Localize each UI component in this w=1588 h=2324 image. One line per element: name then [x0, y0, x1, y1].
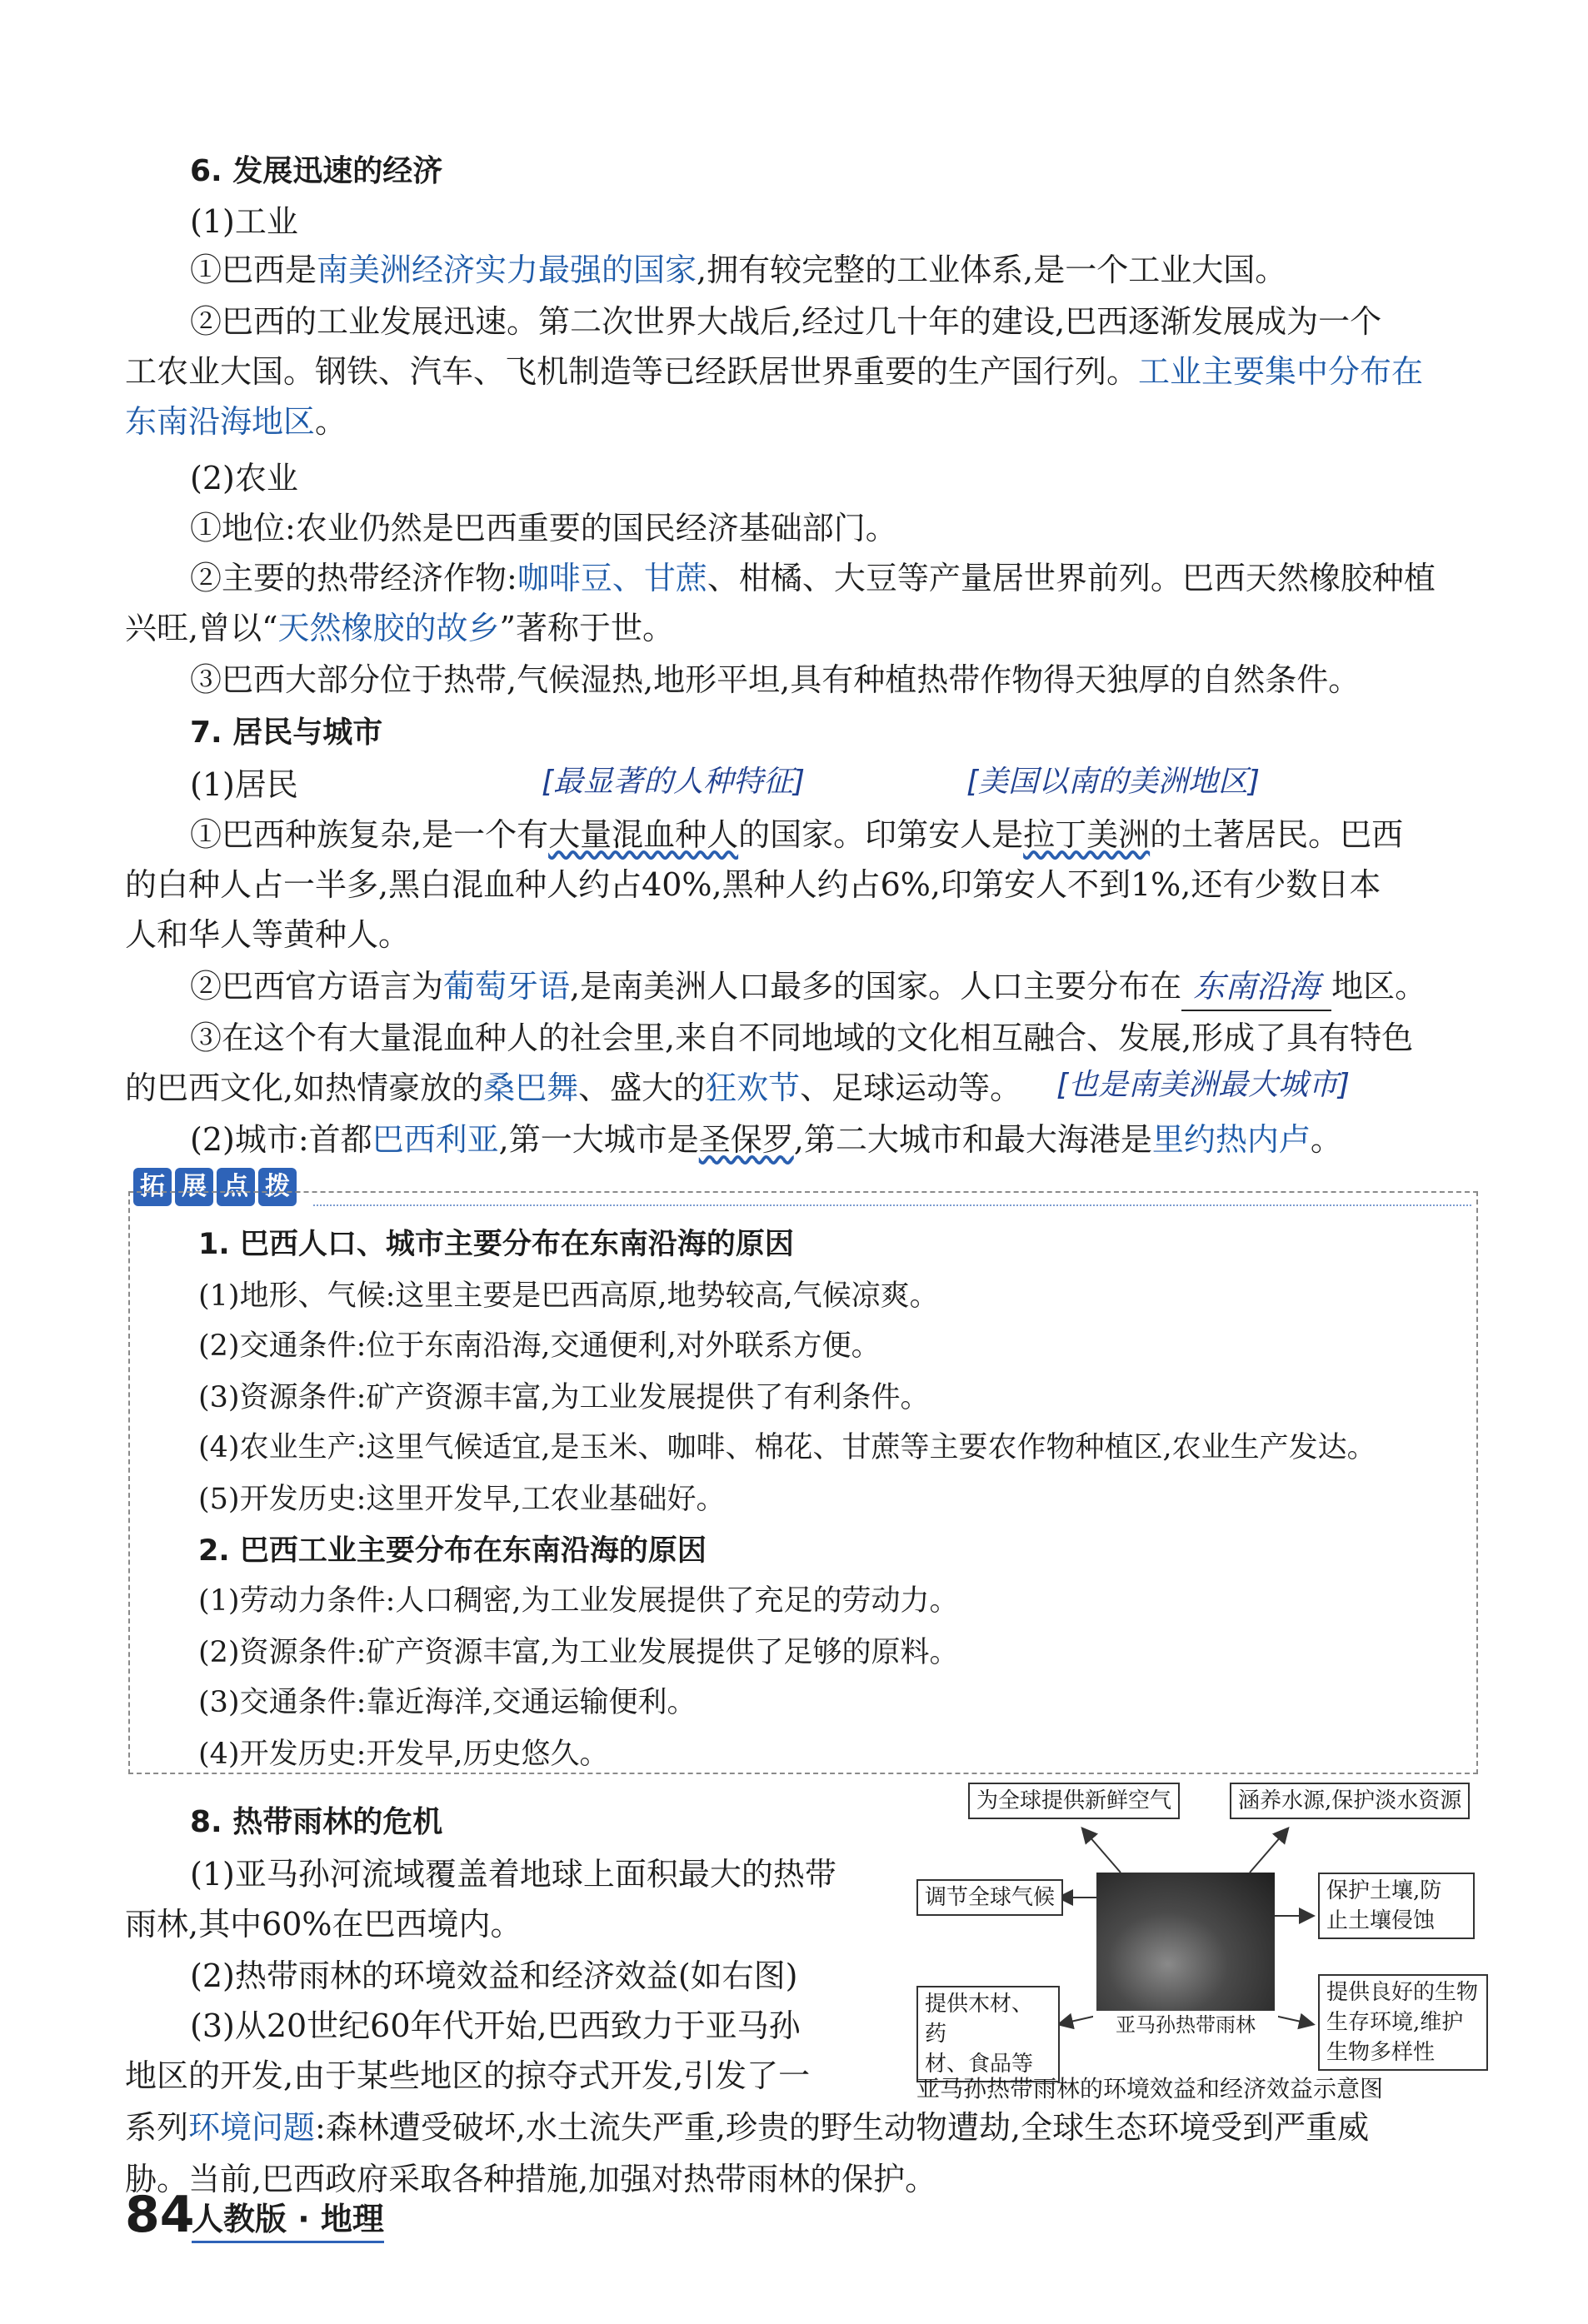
underline-sao-paulo: 圣保罗	[698, 1121, 794, 1158]
highlight-southeast-coast: 东南沿海地区	[125, 403, 316, 440]
rainforest-point-2: (2)热带雨林的环境效益和经济效益(如右图)	[190, 1957, 798, 1994]
rainforest-point-1-line-2: 雨林,其中60%在巴西境内。	[125, 1906, 522, 1942]
residents-point-1-line-3: 人和华人等黄种人。	[125, 916, 411, 953]
residents-point-3-line-2: 的巴西文化,如热情豪放的桑巴舞、盛大的狂欢节、足球运动等。	[125, 1070, 1022, 1106]
underline-mixed-race: 大量混血种人	[548, 816, 739, 853]
highlight-brasilia: 巴西利亚	[372, 1121, 499, 1158]
diagram-label-fresh-air: 为全球提供新鲜空气	[968, 1783, 1180, 1819]
highlight-coffee-sugarcane: 咖啡豆、甘蔗	[517, 560, 707, 596]
diagram-caption: 亚马孙热带雨林的环境效益和经济效益示意图	[916, 2075, 1384, 2102]
highlight-industry-distribution: 工业主要集中分布在	[1138, 353, 1424, 390]
rainforest-point-3-line-4: 胁。当前,巴西政府采取各种措施,加强对热带雨林的保护。	[125, 2161, 937, 2197]
rainforest-point-3-line-2: 地区的开发,由于某些地区的掠夺式开发,引发了一	[125, 2057, 811, 2094]
photo-label: 亚马孙热带雨林	[1093, 2011, 1278, 2039]
highlight-portuguese: 葡萄牙语	[443, 968, 571, 1005]
highlight-rubber-hometown: 天然橡胶的故乡	[277, 610, 500, 646]
agriculture-point-1: ①地位:农业仍然是巴西重要的国民经济基础部门。	[190, 510, 897, 546]
box-heading-1: 1. 巴西人口、城市主要分布在东南沿海的原因	[198, 1228, 794, 1261]
diagram-label-soil: 保护土壤,防 止土壤侵蚀	[1318, 1873, 1475, 1939]
residents-title: (1)居民	[190, 766, 298, 803]
box-item: (2)资源条件:矿产资源丰富,为工业发展提供了足够的原料。	[198, 1636, 959, 1669]
rainforest-point-3-line-1: (3)从20世纪60年代开始,巴西致力于亚马孙	[190, 2007, 801, 2044]
industry-point-2-line-3: 东南沿海地区。	[125, 403, 347, 440]
box-item: (3)交通条件:靠近海洋,交通运输便利。	[198, 1686, 697, 1719]
arrow-to-fresh-air	[1083, 1829, 1121, 1873]
tag-char-1: 拓	[133, 1168, 172, 1206]
box-item: (1)地形、气候:这里主要是巴西高原,地势较高,气候凉爽。	[198, 1279, 939, 1313]
box-item: (4)农业生产:这里气候适宜,是玉米、咖啡、棉花、甘蔗等主要农作物种植区,农业生产发达。	[198, 1431, 1376, 1464]
industry-point-2-line-1: ②巴西的工业发展迅速。第二次世界大战后,经过几十年的建设,巴西逐渐发展成为一个	[190, 303, 1382, 340]
residents-point-3-line-1: ③在这个有大量混血种人的社会里,来自不同地域的文化相互融合、发展,形成了具有特色	[190, 1020, 1414, 1056]
industry-title: (1)工业	[190, 203, 298, 240]
box-item: (5)开发历史:这里开发早,工农业基础好。	[198, 1483, 726, 1516]
residents-point-1-line-1: ①巴西种族复杂,是一个有大量混血种人的国家。印第安人是拉丁美洲的土著居民。巴西	[190, 816, 1404, 853]
tag-char-3: 点	[217, 1168, 255, 1206]
box-item: (4)开发历史:开发早,历史悠久。	[198, 1738, 609, 1771]
handwritten-note-largest-city: [也是南美洲最大城市]	[1056, 1068, 1351, 1102]
diagram-label-timber: 提供木材、药 材、食品等	[916, 1986, 1060, 2082]
diagram-label-climate: 调节全球气候	[916, 1879, 1063, 1916]
edition-label: 人教版 · 地理	[192, 2199, 384, 2243]
section-6-heading: 6. 发展迅速的经济	[190, 154, 443, 188]
highlight-strongest-economy: 南美洲经济实力最强的国家	[317, 252, 697, 288]
industry-point-2-line-2: 工农业大国。钢铁、汽车、飞机制造等已经跃居世界重要的生产国行列。工业主要集中分布在	[125, 353, 1424, 390]
section-7-heading: 7. 居民与城市	[190, 716, 383, 750]
box-heading-2: 2. 巴西工业主要分布在东南沿海的原因	[198, 1534, 707, 1568]
underline-latin-america: 拉丁美洲	[1023, 816, 1151, 853]
agriculture-point-2-line-2: 兴旺,曾以“天然橡胶的故乡”著称于世。	[125, 610, 674, 646]
page-number: 84	[125, 2186, 195, 2244]
agriculture-point-3: ③巴西大部分位于热带,气候湿热,地形平坦,具有种植热带作物得天独厚的自然条件。	[190, 661, 1361, 698]
highlight-carnival: 狂欢节	[705, 1070, 801, 1106]
diagram-label-biodiversity: 提供良好的生物 生存环境,维护 生物多样性	[1318, 1974, 1488, 2071]
arrow-to-timber	[1060, 2016, 1096, 2024]
section-8-heading: 8. 热带雨林的危机	[190, 1805, 443, 1839]
highlight-environmental-problems: 环境问题	[188, 2109, 316, 2146]
diagram-label-water: 涵养水源,保护淡水资源	[1230, 1783, 1470, 1819]
box-item: (1)劳动力条件:人口稠密,为工业发展提供了充足的劳动力。	[198, 1584, 959, 1618]
highlight-samba: 桑巴舞	[483, 1070, 579, 1106]
box-item: (2)交通条件:位于东南沿海,交通便利,对外联系方便。	[198, 1329, 881, 1363]
box-item: (3)资源条件:矿产资源丰富,为工业发展提供了有利条件。	[198, 1381, 930, 1414]
arrow-to-biodiversity	[1275, 2016, 1312, 2024]
fill-in-blank-answer: 东南沿海	[1181, 963, 1331, 1011]
tag-char-4: 拨	[258, 1168, 297, 1206]
agriculture-title: (2)农业	[190, 460, 298, 496]
industry-point-1: ①巴西是南美洲经济实力最强的国家,拥有较完整的工业体系,是一个工业大国。	[190, 252, 1287, 288]
residents-point-1-line-2: 的白种人占一半多,黑白混血种人约占40%,黑种人约占6%,印第安人不到1%,还有少数日本	[125, 866, 1381, 903]
cities-line: (2)城市:首都巴西利亚,第一大城市是圣保罗,第二大城市和最大海港是里约热内卢。	[190, 1121, 1342, 1158]
handwritten-note-race: [最显著的人种特征]	[542, 765, 806, 799]
tag-char-2: 展	[175, 1168, 213, 1206]
agriculture-point-2-line-1: ②主要的热带经济作物:咖啡豆、甘蔗、柑橘、大豆等产量居世界前列。巴西天然橡胶种植	[190, 560, 1436, 596]
handwritten-note-latin-america: [美国以南的美洲地区]	[966, 765, 1261, 799]
rainforest-point-3-line-3: 系列环境问题:森林遭受破坏,水土流失严重,珍贵的野生动物遭劫,全球生态环境受到严重威	[125, 2109, 1370, 2146]
residents-point-2: ②巴西官方语言为葡萄牙语,是南美洲人口最多的国家。人口主要分布在 东南沿海 地区。	[190, 963, 1426, 1011]
rainforest-point-1-line-1: (1)亚马孙河流域覆盖着地球上面积最大的热带	[190, 1856, 836, 1893]
arrow-to-water	[1250, 1829, 1287, 1873]
highlight-rio: 里约热内卢	[1151, 1121, 1311, 1158]
